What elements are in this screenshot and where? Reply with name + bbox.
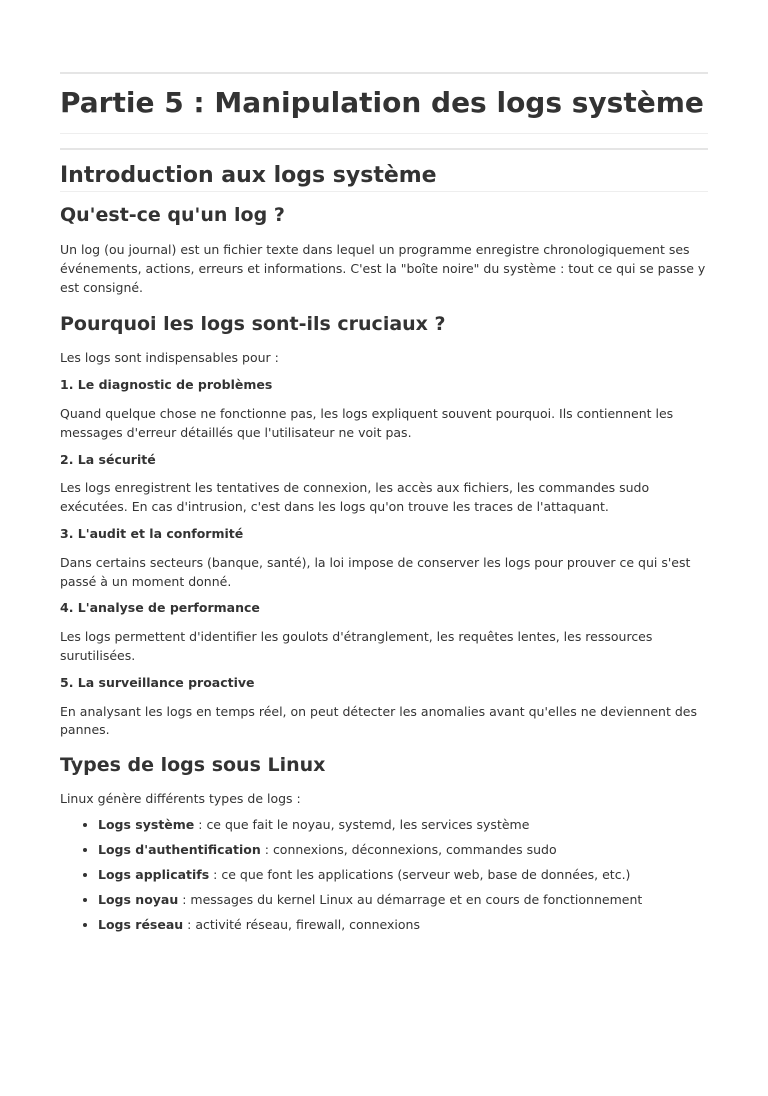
reason-title: 5. La surveillance proactive: [60, 674, 255, 690]
list-item: [98, 841, 708, 860]
log-type-desc: : connexions, déconnexions, commandes sudo: [260, 841, 557, 857]
log-type-term: Logs réseau: [98, 916, 184, 932]
reason-text: Quand quelque chose ne fonctionne pas, les logs expliquent souvent pourquoi. Ils contiennent les messages d'erreur détaillés que l'utilisateur ne voit pas.: [60, 405, 674, 440]
log-type-term: Logs système: [98, 816, 195, 832]
reason-text: Les logs enregistrent les tentatives de connexion, les accès aux fichiers, les commandes sudo exécutées. En cas d'intrusion, c'est dans les logs qu'on trouve les traces de l'attaquant.: [60, 480, 650, 515]
list-item: [98, 891, 708, 910]
what-paragraph: Un log (ou journal) est un fichier texte dans lequel un programme enregistre chronologiquement ses événements, actions, erreurs et informations. C'est la "boîte noire" du système : tout ce qui se passe y est consigné.: [60, 242, 706, 295]
page-title: Partie 5 : Manipulation des logs système: [60, 74, 708, 134]
reason-text: Dans certains secteurs (banque, santé), la loi impose de conserver les logs pour prouver ce qui s'est passé à un moment donné.: [60, 554, 691, 589]
types-lead: Linux génère différents types de logs :: [60, 791, 301, 807]
section-heading: Introduction aux logs système: [60, 150, 708, 192]
document-page: [0, 72, 768, 935]
log-type-term: Logs applicatifs: [98, 866, 210, 882]
log-type-desc: : ce que font les applications (serveur web, base de données, etc.): [209, 866, 631, 882]
types-heading: Types de logs sous Linux: [60, 754, 326, 777]
why-heading: Pourquoi les logs sont-ils cruciaux ?: [60, 313, 446, 336]
what-heading: Qu'est-ce qu'un log ?: [60, 204, 285, 226]
log-type-term: Logs d'authentification: [98, 841, 261, 857]
log-type-desc: : messages du kernel Linux au démarrage et en cours de fonctionnement: [178, 891, 643, 907]
list-item: [98, 816, 708, 835]
reason-title: 4. L'analyse de performance: [60, 600, 260, 616]
reason-text: Les logs permettent d'identifier les goulots d'étranglement, les requêtes lentes, les ressources surutilisées.: [60, 629, 653, 663]
reason-title: 2. La sécurité: [60, 451, 156, 467]
reason-title: 1. Le diagnostic de problèmes: [60, 377, 273, 393]
why-lead: Les logs sont indispensables pour :: [60, 350, 279, 366]
list-item: [98, 916, 708, 935]
log-type-term: Logs noyau: [98, 891, 179, 907]
reason-text: En analysant les logs en temps réel, on peut détecter les anomalies avant qu'elles ne deviennent des pannes.: [60, 703, 697, 738]
log-type-desc: : activité réseau, firewall, connexions: [183, 916, 420, 932]
list-item: [98, 866, 708, 885]
log-types-list: [60, 816, 708, 935]
log-type-desc: : ce que fait le noyau, systemd, les services système: [194, 816, 530, 832]
reason-title: 3. L'audit et la conformité: [60, 525, 244, 541]
